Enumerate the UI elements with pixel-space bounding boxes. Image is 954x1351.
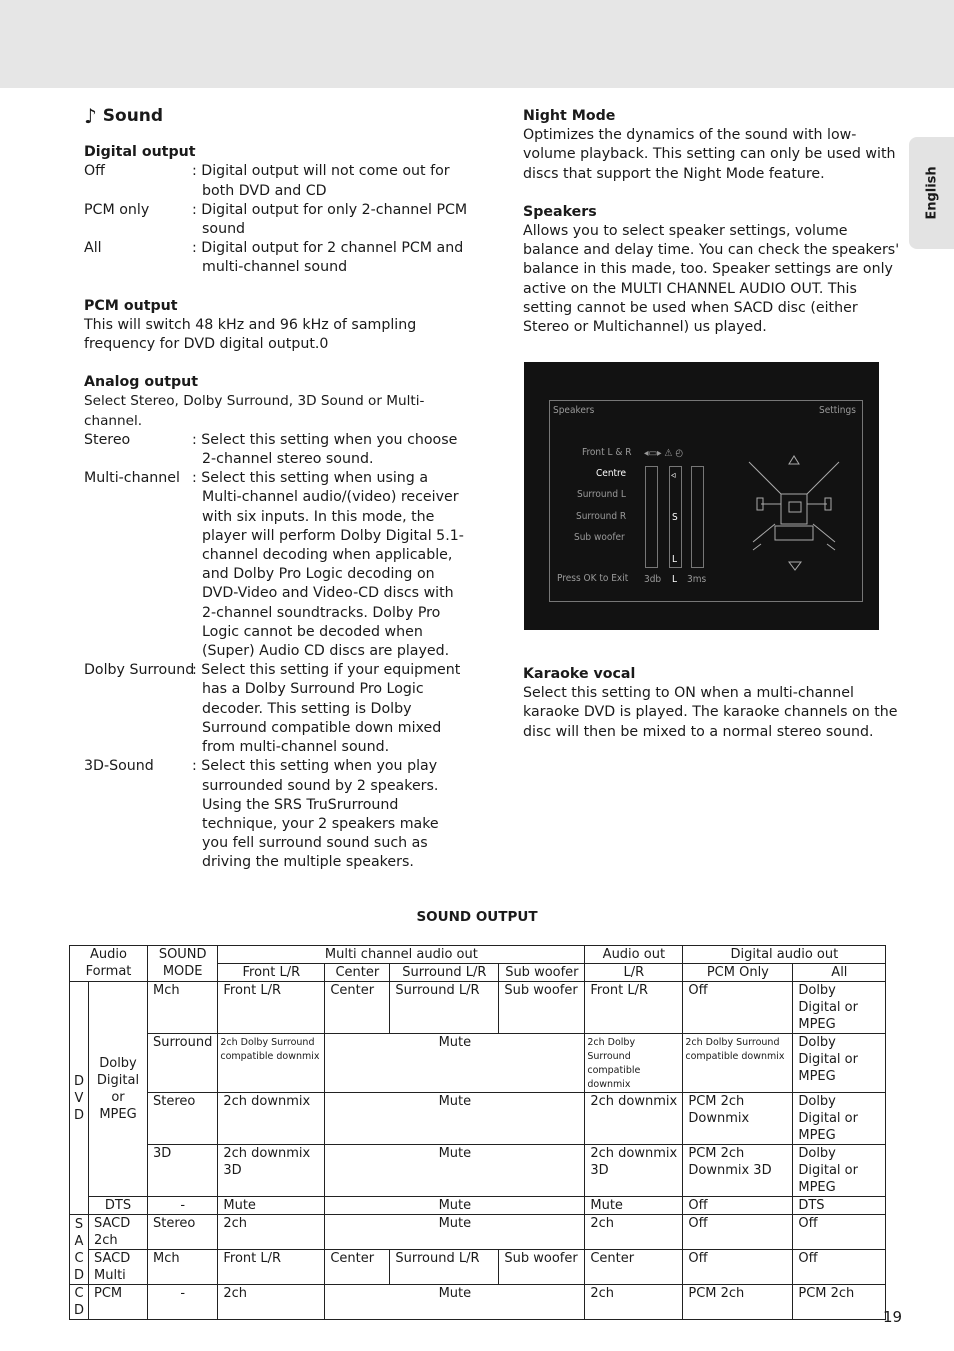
table-cell: Stereo bbox=[148, 1093, 218, 1145]
table-cell: Center bbox=[325, 1250, 390, 1285]
digital-output-heading: Digital output bbox=[84, 144, 196, 161]
table-row bbox=[70, 1215, 886, 1250]
table-cell: Mute bbox=[325, 1285, 585, 1320]
table-cell: Front L/R bbox=[218, 1250, 325, 1285]
table-cell: 2ch bbox=[218, 1285, 325, 1320]
def-value: : Digital output for 2 channel PCM and multi-channel sound bbox=[192, 240, 464, 276]
table-cell: 2ch Dolby Surround compatible downmix bbox=[218, 1034, 325, 1093]
table-cell: Surround bbox=[148, 1034, 218, 1093]
table-cell: Mute bbox=[325, 1145, 585, 1197]
table-cell: 2ch downmix 3D bbox=[585, 1145, 683, 1197]
table-cell: Dolby Digital or MPEG bbox=[793, 1093, 886, 1145]
osd-delay: 3ms bbox=[687, 574, 707, 585]
table-cell: Off bbox=[683, 982, 793, 1034]
def-key: 3D-Sound bbox=[84, 758, 154, 775]
def-value: : Select this setting when you choose 2-channel stereo sound. bbox=[192, 431, 458, 468]
table-cell: Mute bbox=[218, 1197, 325, 1215]
table-row bbox=[70, 946, 886, 964]
def-row bbox=[84, 201, 469, 239]
table-cell: Stereo bbox=[148, 1215, 218, 1250]
def-key: Dolby Surround bbox=[84, 662, 195, 679]
osd-mid-l: L bbox=[672, 554, 678, 565]
def-value: : Digital output will not come out for both DVD and CD bbox=[192, 163, 450, 199]
table-row bbox=[70, 1197, 886, 1215]
table-cell: SACD 2ch bbox=[89, 1215, 148, 1250]
table-cell: - bbox=[148, 1197, 218, 1215]
table-subheader: L/R bbox=[585, 964, 683, 982]
table-cell: Front L/R bbox=[585, 982, 683, 1034]
table-cell: 2ch downmix bbox=[218, 1093, 325, 1145]
table-cell: Off bbox=[793, 1250, 886, 1285]
def-row bbox=[84, 469, 469, 661]
table-header: Digital audio out bbox=[683, 946, 886, 964]
table-header: Audio Format bbox=[70, 946, 148, 982]
table-cell bbox=[70, 1285, 89, 1320]
table-cell: Mch bbox=[148, 982, 218, 1034]
delay-bar bbox=[691, 466, 704, 568]
table-header: Multi channel audio out bbox=[218, 946, 585, 964]
table-cell bbox=[70, 1215, 89, 1285]
table-cell bbox=[70, 982, 89, 1215]
speaker-icon: ◂▭▸ ⚠ ◴ bbox=[644, 448, 684, 459]
osd-item: Sub woofer bbox=[574, 532, 625, 543]
cd-label: C D bbox=[74, 1286, 85, 1318]
table-header: Audio out bbox=[585, 946, 683, 964]
table-cell: DTS bbox=[89, 1197, 148, 1215]
def-key: Off bbox=[84, 163, 105, 180]
table-row bbox=[70, 1034, 886, 1093]
table-cell: PCM bbox=[89, 1285, 148, 1320]
table-cell: 3D bbox=[148, 1145, 218, 1197]
table-cell: PCM 2ch Downmix 3D bbox=[683, 1145, 793, 1197]
table-cell: 2ch downmix 3D bbox=[218, 1145, 325, 1197]
osd-item-selected: Centre bbox=[596, 468, 627, 479]
speakers-text: Allows you to select speaker settings, volume balance and delay time. You can check the speakers' balance in this made, too. Speaker settings are only active on the MULTI CHANNEL AUDIO OUT. This setting cannot be used when SACD disc (either Stereo or Multichannel) us played. bbox=[523, 223, 900, 336]
table-row bbox=[70, 1250, 886, 1285]
table-cell: Dolby Digital or MPEG bbox=[793, 1034, 886, 1093]
osd-settings: Settings bbox=[819, 405, 856, 416]
music-note-icon: ♪ bbox=[84, 104, 97, 128]
def-row bbox=[84, 757, 469, 872]
karaoke-section bbox=[523, 665, 903, 742]
table-cell: Mute bbox=[585, 1197, 683, 1215]
table-cell: DTS bbox=[793, 1197, 886, 1215]
pcm-output-heading: PCM output bbox=[84, 297, 178, 314]
table-subheader: Center bbox=[325, 964, 390, 982]
table-cell: 2ch Dolby Surround compatible downmix bbox=[683, 1034, 793, 1093]
left-column bbox=[84, 104, 469, 873]
pcm-output-text: This will switch 48 kHz and 96 kHz of sampling frequency for DVD digital output.0 bbox=[84, 316, 417, 353]
table-cell: Surround L/R bbox=[390, 1250, 499, 1285]
table-cell: Center bbox=[585, 1250, 683, 1285]
table-cell: PCM 2ch bbox=[793, 1285, 886, 1320]
table-caption: SOUND OUTPUT bbox=[416, 909, 538, 925]
level-bar bbox=[645, 466, 658, 568]
table-cell: Sub woofer bbox=[499, 1250, 585, 1285]
speakers-heading: Speakers bbox=[523, 203, 597, 220]
table-cell: Mute bbox=[325, 1197, 585, 1215]
def-key: Multi-channel bbox=[84, 470, 180, 487]
analog-output-intro: Select Stereo, Dolby Surround, 3D Sound or Multi-channel. bbox=[84, 393, 425, 429]
table-cell: PCM 2ch Downmix bbox=[683, 1093, 793, 1145]
sound-output-table bbox=[69, 945, 886, 1320]
table-subheader: All bbox=[793, 964, 886, 982]
table-row bbox=[70, 1285, 886, 1320]
language-tab-label: English bbox=[924, 166, 939, 220]
osd-item: Front L & R bbox=[582, 447, 632, 458]
karaoke-heading: Karaoke vocal bbox=[523, 666, 636, 682]
night-mode-heading: Night Mode bbox=[523, 108, 616, 124]
table-cell: Mute bbox=[325, 1215, 585, 1250]
def-key: Stereo bbox=[84, 431, 131, 448]
table-cell: Mute bbox=[325, 1034, 585, 1093]
table-header: SOUND MODE bbox=[148, 946, 218, 982]
osd-title: Speakers bbox=[553, 405, 595, 416]
table-subheader: Surround L/R bbox=[390, 964, 499, 982]
table-cell: Off bbox=[793, 1215, 886, 1250]
analog-output-heading: Analog output bbox=[84, 374, 199, 391]
table-cell: 2ch downmix bbox=[585, 1093, 683, 1145]
right-column bbox=[523, 107, 903, 356]
def-value: : Select this setting if your equipment has a Dolby Surround Pro Logic decoder. This setting is Dolby Surround compatible down mixed from multi-channel sound. bbox=[192, 662, 461, 756]
table-row bbox=[70, 982, 886, 1034]
karaoke-text: Select this setting to ON when a multi-channel karaoke DVD is played. The karaoke channels on the disc will then be mixed to a normal stereo sound. bbox=[523, 685, 898, 740]
table-cell: Surround L/R bbox=[390, 982, 499, 1034]
osd-exit-hint: Press OK to Exit bbox=[557, 573, 629, 584]
def-row bbox=[84, 431, 469, 469]
table-subheader: PCM Only bbox=[683, 964, 793, 982]
table-cell: Off bbox=[683, 1250, 793, 1285]
table-cell: Dolby Digital or MPEG bbox=[793, 982, 886, 1034]
osd-mid-s: S bbox=[672, 512, 678, 523]
osd-item: Surround R bbox=[576, 511, 627, 522]
language-tab bbox=[909, 137, 954, 249]
table-cell: Center bbox=[325, 982, 390, 1034]
dvd-label: D V D bbox=[74, 1073, 85, 1123]
table-row bbox=[70, 1145, 886, 1197]
def-row bbox=[84, 162, 469, 200]
table-subheader: Front L/R bbox=[218, 964, 325, 982]
table-cell: 2ch bbox=[585, 1215, 683, 1250]
def-value: : Select this setting when you play surrounded sound by 2 speakers. Using the SRS TruSrurround technique, your 2 speakers make you fell surround sound such as driving the multiple speakers. bbox=[192, 758, 439, 871]
osd-item: Surround L bbox=[577, 489, 626, 500]
def-row bbox=[84, 239, 469, 277]
table-cell: 2ch bbox=[218, 1215, 325, 1250]
table-cell: Dolby Digital or MPEG bbox=[793, 1145, 886, 1197]
def-value: : Select this setting when using a Multi-channel audio/(video) receiver with six inputs. In this mode, the player will perform Dolby Digital 5.1-channel decoding when applicable, and Dolby Pro Logic decoding on DVD-Video and Video-CD discs with 2-channel soundtracks. Dolby Pro Logic cannot be decoded when (Super) Audio CD discs are played. bbox=[192, 470, 464, 660]
table-cell: - bbox=[148, 1285, 218, 1320]
table-subheader: Sub woofer bbox=[499, 964, 585, 982]
room-layout-diagram bbox=[739, 454, 849, 574]
sacd-label: S A C D bbox=[74, 1216, 85, 1283]
speakers-osd-screen bbox=[524, 362, 879, 630]
osd-level: 3db bbox=[644, 574, 662, 585]
def-key: All bbox=[84, 240, 102, 257]
table-cell: Dolby Digital or MPEG bbox=[89, 982, 148, 1197]
table-cell: Mch bbox=[148, 1250, 218, 1285]
section-title-text: Sound bbox=[102, 106, 164, 126]
page-number: 19 bbox=[883, 1308, 903, 1326]
table-cell: PCM 2ch bbox=[683, 1285, 793, 1320]
table-cell: Mute bbox=[325, 1093, 585, 1145]
def-row bbox=[84, 661, 469, 757]
table-cell: 2ch Dolby Surround compatible downmix bbox=[585, 1034, 683, 1093]
table-cell: SACD Multi bbox=[89, 1250, 148, 1285]
table-cell: Front L/R bbox=[218, 982, 325, 1034]
table-cell: Off bbox=[683, 1215, 793, 1250]
table-row bbox=[70, 1093, 886, 1145]
table-cell: Sub woofer bbox=[499, 982, 585, 1034]
def-value: : Digital output for only 2-channel PCM sound bbox=[192, 201, 468, 238]
speaker-icon: ◃ bbox=[671, 470, 676, 481]
night-mode-text: Optimizes the dynamics of the sound with low-volume playback. This setting can only be used with discs that support the Night Mode feature. bbox=[523, 127, 896, 182]
header-band bbox=[0, 0, 954, 88]
table-cell: Off bbox=[683, 1197, 793, 1215]
def-key: PCM only bbox=[84, 201, 150, 218]
table-cell: 2ch bbox=[585, 1285, 683, 1320]
section-title bbox=[84, 104, 469, 128]
osd-balance: L bbox=[672, 574, 678, 585]
